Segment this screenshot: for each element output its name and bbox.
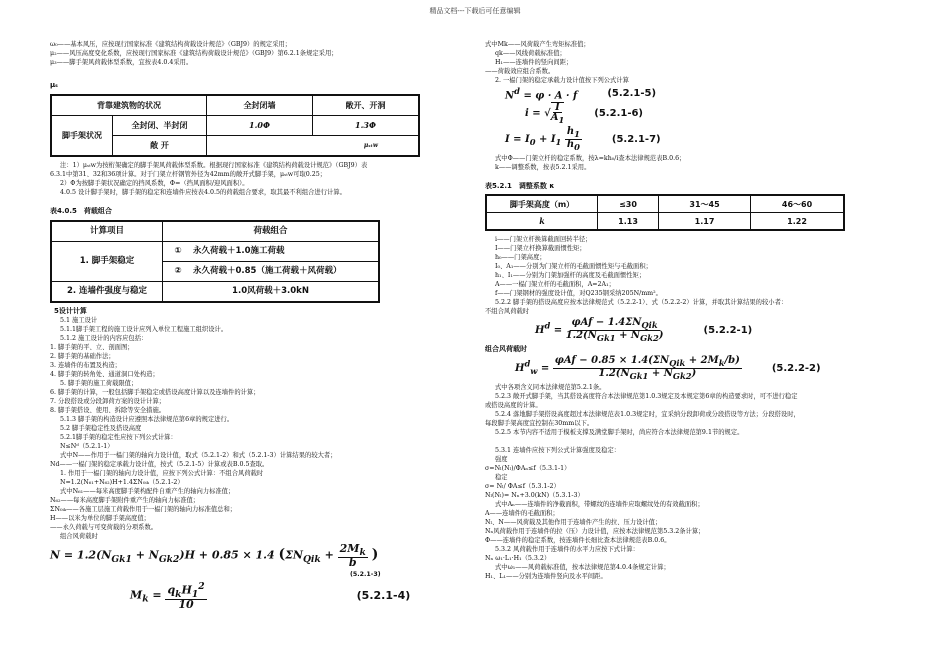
- equation-5-2-1-4: $M_k$ = $\frac{q_kH_1^2}{10}$ (5.2.1-4): [130, 581, 411, 612]
- body-line: 5.2.5 本节内容不适用于模板支撑及满堂脚手架时，尚应符合本法律规范第9.1节的规定。: [495, 429, 744, 437]
- body-line: i——门架立杆换算截面回转半径；: [495, 236, 592, 244]
- table-title: 表4.0.5 荷载组合: [50, 207, 112, 215]
- body-line: k——调整系数，按表5.2.1采用。: [495, 164, 591, 172]
- body-line: 5.1.2 施工设计的内容应包括：: [60, 335, 148, 342]
- body-line: 5.2.4 落地脚手架搭设高度超过本法律规范表1.0.3规定时，宜采纳分段卸荷或分段搭设等方法；分段搭设时，: [495, 411, 800, 419]
- load-combination-table: [50, 220, 380, 303]
- body-line: 5.2.2 脚手架的搭设高度应按本法律规范式（5.2.2-1）、式（5.2.2-2）计算，并取其计算结果的较小者：: [495, 299, 788, 307]
- body-line: 3. 连墙件的布置及构造；: [50, 362, 121, 369]
- body-line: 式中Φ——门架立杆的稳定系数，按λ=kh₀/i查本法律规范表B.0.6；: [495, 155, 686, 163]
- table-header: 计算项目: [51, 221, 163, 242]
- definitions-block: [485, 235, 930, 316]
- equation-number: (5.2.2-1): [703, 325, 753, 337]
- table-header: 背靠建筑物的状况: [51, 95, 207, 116]
- body-line: 式中N₆₁——每米高度脚手架构配件自重产生的轴向力标准值；: [60, 488, 235, 495]
- table-cell: μₛₜw: [207, 136, 420, 157]
- body-line: 8. 脚手架搭设、使用、拆除等安全措施。: [50, 407, 166, 414]
- body-line: 5.3.2 风荷载作用于连墙件的水平力应按下式计算：: [495, 546, 639, 554]
- body-line: 式中Aₙ——连墙件的净截面积，带螺纹的连墙件应取螺纹处的有效截面积；: [495, 501, 704, 509]
- left-body: [50, 316, 450, 541]
- body-line: A——一榀门架立杆的毛截面积，A=2A₁；: [495, 281, 615, 289]
- table-cell: 1.0Φ: [207, 116, 313, 136]
- table-header: 46～60: [751, 195, 844, 213]
- intro-line: ω₀——基本风压，应按现行国家标准《建筑结构荷载设计规范》（GBJ9）的规定采用；: [50, 41, 292, 48]
- equation-5-2-2-1: $H^d$ = $\frac{\varphi Af - 1.4\Sigma N_{Qik}}{1.2(N_{Gk1} + N_{Gk2})}$ (5.2.2-1): [535, 317, 753, 344]
- adjustment-coefficient-table: [485, 194, 845, 231]
- note-line: 注：1）μₛₜw为按桁架确定的脚手架风荷载体型系数。根据现行国家标准《建筑结构荷载设计规范》（GBJ9）表: [60, 162, 368, 169]
- table-cell: 1.17: [659, 213, 751, 231]
- body-line: 5.1.1脚手架工程的施工设计应列入单位工程施工组织设计。: [60, 326, 228, 333]
- body-line: Nₙ ω₁·L₁·H₁（5.3.2）: [485, 555, 551, 563]
- body-line: Nd——一榀门架的稳定承载力设计值，按式（5.2.1-5）计算或表B.0.5查取。: [50, 461, 269, 468]
- table-row-label: 1. 脚手架稳定: [51, 242, 163, 282]
- table-cell: 1.0风荷载＋3.0kN: [163, 282, 380, 303]
- body-line: 4. 脚手架的转角处、通道洞口处构造；: [50, 371, 159, 378]
- equation-number: (5.2.2-2): [771, 363, 821, 375]
- table-header: 敞开、开洞: [313, 95, 420, 116]
- table-cell: ①: [163, 242, 194, 262]
- body-line: 2. 一榀门架的稳定承载力设计值按下列公式计算: [495, 77, 629, 84]
- body-line: A——连墙件的毛截面积；: [485, 510, 559, 518]
- body-line: N≤Nᵈ（5.2.1-1）: [60, 443, 114, 450]
- body-line: 式中N——作用于一榀门架的轴向力设计值，取式（5.2.1-2）和式（5.2.1-3）计算结果的较大者；: [60, 452, 337, 459]
- body-line: ——永久荷载与可变荷载的分项系数。: [50, 524, 158, 531]
- body-line: 式中各项含义同本法律规范第5.2.1条。: [495, 384, 606, 392]
- body-line: Φ——连墙件的稳定系数，按连墙件长细比查本法律规范表B.0.6。: [485, 537, 671, 545]
- body-line: h₀——门架高度；: [495, 254, 546, 262]
- body-line: 式中Mk——风荷载产生弯矩标准值；: [485, 41, 590, 48]
- note-line: 6.3.1中第31、32和36项计算。对于门架立杆钢管外径为42mm的敞开式脚手架，μₛₜw可取0.25；: [50, 171, 327, 178]
- body-line: qk——风线荷载标准值；: [495, 50, 566, 57]
- body-line: 5.3.1 连墙件应按下列公式计算强度及稳定：: [495, 447, 621, 455]
- table-title: 表5.2.1 调整系数 κ: [485, 182, 555, 191]
- body-line: [485, 437, 930, 446]
- body-line: h₁、I₁——分别为门架加强杆的高度及毛截面惯性矩；: [495, 272, 646, 280]
- body-line: ΣN₀ᵢₖ——各施工层施工荷载作用于一榀门架的轴向力标准值总和；: [50, 506, 237, 513]
- note-line: 2）Φ为按脚手架状况确定的挡风系数，Φ=（挡风面积/迎风面积）。: [60, 180, 249, 187]
- table-header: 31～45: [659, 195, 751, 213]
- table-cell: 全封闭、半封闭: [113, 116, 207, 136]
- body-line: σ=Nₗ(Nₗ)/ΦAₙ≤f（5.3.1-1）: [485, 465, 571, 473]
- body-line: H₁、L₁——分别为连墙件竖向及水平间距。: [485, 573, 607, 581]
- body-line: 6. 脚手架的计算，一般包括脚手架稳定或搭设高度计算以及连墙件的计算；: [50, 389, 260, 396]
- equation-number: (5.2.1-4): [356, 589, 411, 603]
- body-line: 式中ω₁——风荷载标准值，按本法律规范第4.0.4条规定计算；: [495, 564, 670, 572]
- body-line: 1. 作用于一榀门架的轴向力设计值，应按下列公式计算：不组合风荷载时: [60, 470, 264, 477]
- body-line: 5. 脚手架的施工荷载限值；: [60, 380, 138, 387]
- table-header: ≤30: [598, 195, 659, 213]
- body-line: 5.2.3 敞开式脚手架，当其搭设高度符合本法律规范第1.0.3规定及本规定第6章的构造要求时，可不进行稳定: [495, 393, 798, 401]
- body-line: H——以米为单位的脚手架高度值；: [50, 515, 150, 522]
- after-block: [485, 383, 930, 581]
- table-cell: 永久荷载＋1.0施工荷载: [193, 242, 379, 262]
- equation-number: (5.2.1-3): [350, 571, 381, 579]
- body-line: 1. 脚手架的平、立、剖面图；: [50, 344, 134, 351]
- left-column: [50, 40, 450, 612]
- body-line: 2. 脚手架的基础作法；: [50, 353, 115, 360]
- page-header: 精品文档---下载后可任意编辑: [429, 7, 521, 15]
- table-row-label: 2. 连墙件强度与稳定: [51, 282, 163, 303]
- table-row-label: k: [486, 213, 598, 231]
- equation-5-2-1-7: $I = I_0 + I_1$ $\frac{h_1}{h_0}$ (5.2.1-7): [505, 126, 661, 153]
- wind-shape-table: [50, 94, 420, 157]
- body-line: 7. 分段搭设或分段卸荷方案的设计计算；: [50, 398, 166, 405]
- table-cell: 永久荷载＋0.85（施工荷载＋风荷载）: [193, 262, 379, 282]
- intro-line: μ₃——脚手架风荷载体型系数，宜按表4.0.4采用。: [50, 59, 193, 66]
- body-line: Nₙ风荷载作用于连墙件的拉（压）力设计值，应按本法律规范第5.3.2条计算；: [485, 528, 705, 536]
- table-cell: 1.22: [751, 213, 844, 231]
- table-cell: 1.13: [598, 213, 659, 231]
- table-header: 荷载组合: [163, 221, 380, 242]
- body-line: I₀、A₁——分别为门架立杆的毛截面惯性矩与毛截面积；: [495, 263, 652, 271]
- equation-5-2-2-2: $H^d_w$ = $\frac{\varphi Af - 0.85 \times 1.4(\Sigma N_{Qik} + 2M_k/b)}{1.2(N_{Gk1} + N_{Gk2})}$ (5.2.2-2): [515, 355, 821, 382]
- body-line: 5.1 施工设计: [60, 317, 98, 324]
- table-header: 全封闭墙: [207, 95, 313, 116]
- body-line: 组合风荷载时: [60, 533, 98, 540]
- note-line: 4.0.5 设计脚手架时，脚手架的稳定和连墙件应按表4.0.5的荷载组合要求，取其最不利组合进行计算。: [60, 189, 346, 196]
- table-row-label: 脚手架状况: [51, 116, 113, 157]
- equation-number: (5.2.1-6): [594, 108, 644, 120]
- body-line: N=1.2(N₆₁+N₆₂)H+1.4ΣN₀ᵢₖ（5.2.1-2）: [60, 479, 184, 486]
- equation-number: (5.2.1-7): [611, 134, 661, 146]
- table-header: 脚手架高度（m）: [486, 195, 598, 213]
- body-line: 稳定: [495, 474, 508, 482]
- mu-label: μₛ: [50, 81, 58, 89]
- equation-number: (5.2.1-5): [607, 88, 657, 100]
- body-line: 5.2.1脚手架的稳定性应按下列公式计算：: [60, 434, 177, 441]
- table-cell: ②: [163, 262, 194, 282]
- body-line: 5.1.3 脚手架的构造设计应遵照本法律规范第6章的规定进行。: [60, 416, 234, 423]
- body-line: 不组合风荷载时: [485, 308, 530, 316]
- body-line: f——门架钢材的强度设计值，对Q235钢采纳205N/mm²。: [495, 290, 662, 298]
- section-title: 5设计计算: [54, 307, 87, 315]
- body-line: Nₗ(Nₗ)= Nₙ+3.0(kN)（5.3.1-3）: [485, 492, 584, 500]
- wind-label: 组合风荷载时: [485, 345, 527, 354]
- right-column: [485, 40, 930, 581]
- body-line: 5.2 脚手架稳定性及搭设高度: [60, 425, 142, 432]
- table-cell: 1.3Φ: [313, 116, 420, 136]
- table-cell: 敞 开: [113, 136, 207, 157]
- equation-5-2-1-6: i = √ $\frac{I}{A_1}$ (5.2.1-6): [525, 102, 644, 126]
- body-line: I——门架立杆换算截面惯性矩；: [495, 245, 586, 253]
- body-line: 强度: [495, 456, 508, 464]
- body-line: 或搭设高度的计算。: [485, 402, 542, 410]
- equation-5-2-1-5: $N^d = \varphi \cdot A \cdot f$ (5.2.1-5): [505, 86, 657, 102]
- body-line: 每段脚手架高度宜控制在30mm以下。: [485, 420, 594, 428]
- body-line: Nₗ、N——风荷载及其他作用于连墙件产生的拉、压力设计值；: [485, 519, 662, 527]
- body-line: ——荷载效应组合系数。: [485, 68, 555, 75]
- equation-5-2-1-3: $N = 1.2(N_{Gk1} + N_{Gk2})H + 0.85 \times 1.4$ ($\Sigma N_{Qik}$ + $\frac{2M_k}{b}$ ): [50, 542, 379, 570]
- body-line: N₆₂——每米高度脚手架附件重产生的轴向力标准值；: [50, 497, 200, 504]
- body-line: H₁——连墙件的竖向间距；: [495, 59, 573, 66]
- intro-line: μ₂——风压高度变化系数，应按现行国家标准《建筑结构荷载设计规范》（GBJ9）第6.2.1条规定采用；: [50, 50, 338, 57]
- body-line: σ= Nₗ/ ΦA≤f（5.3.1-2）: [485, 483, 560, 491]
